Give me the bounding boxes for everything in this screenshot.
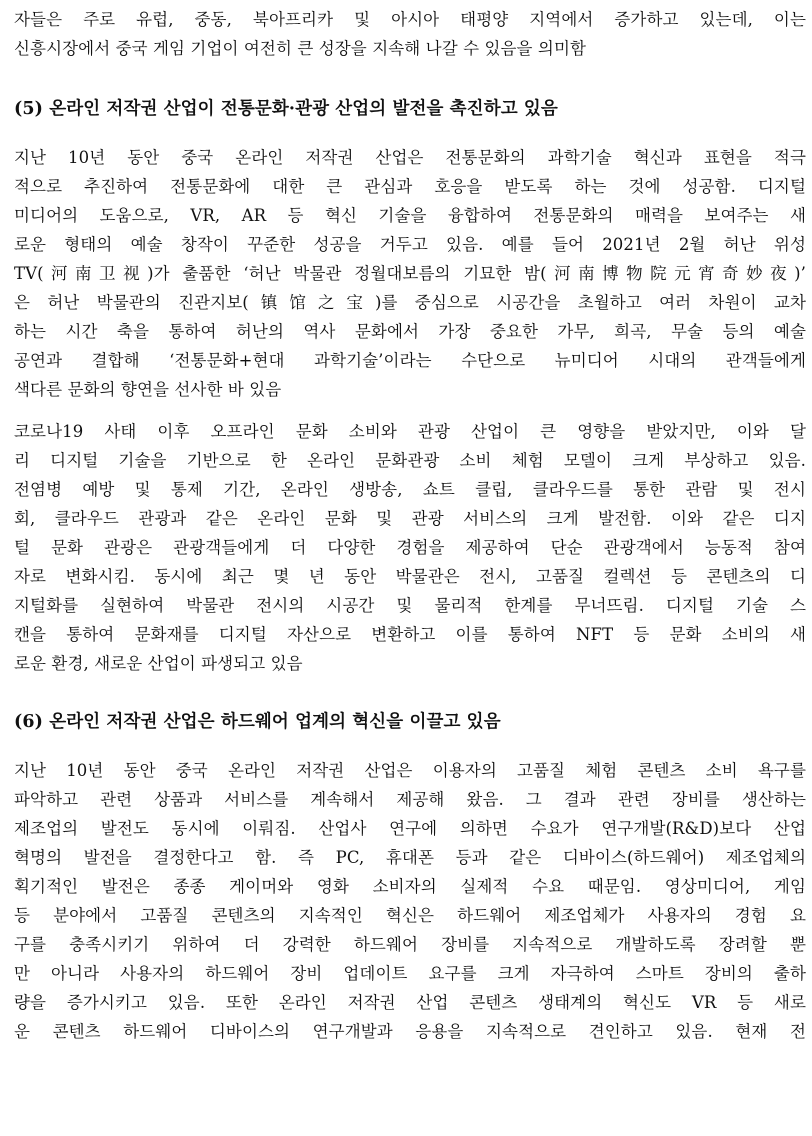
body-line: 털 문화 관광은 관광객들에게 더 다양한 경험을 제공하여 단순 관광객에서 능동적 참여 [14, 538, 806, 557]
body-line: 량을 증가시키고 있음. 또한 온라인 저작권 산업 콘텐츠 생태계의 혁신도 VR 등 새로 [14, 993, 806, 1012]
body-line: 자로 변화시킴. 동시에 최근 몇 년 동안 박물관은 전시, 고품질 컬렉션 등 콘텐츠의 디 [14, 567, 806, 586]
section-heading: (5) 온라인 저작권 산업이 전통문화·관광 산업의 발전을 촉진하고 있음 [14, 99, 558, 119]
section-heading: (6) 온라인 저작권 산업은 하드웨어 업계의 혁신을 이끌고 있음 [14, 712, 501, 732]
body-line: 색다른 문화의 향연을 선사한 바 있음 [14, 380, 282, 399]
body-line: 구를 충족시키기 위하여 더 강력한 하드웨어 장비를 지속적으로 개발하도록 장려할 뿐 [14, 935, 806, 954]
body-line: 로운 형태의 예술 창작이 꾸준한 성공을 거두고 있음. 예를 들어 2021년 2월 허난 위성 [14, 235, 806, 254]
body-line: 공연과 결합해 ‘전통문화+현대 과학기술’이라는 수단으로 뉴미디어 시대의 관객들에게 [14, 351, 806, 370]
body-line: 지털화를 실현하여 박물관 전시의 시공간 및 물리적 한계를 무너뜨림. 디지털 기술 스 [14, 596, 806, 615]
body-line: 운 콘텐츠 하드웨어 디바이스의 연구개발과 응용을 지속적으로 견인하고 있음. 현재 전 [14, 1022, 806, 1041]
body-line: 회, 클라우드 관광과 같은 온라인 문화 및 관광 서비스의 크게 발전함. 이와 같은 디지 [14, 509, 806, 528]
body-line: 미디어의 도움으로, VR, AR 등 혁신 기술을 융합하여 전통문화의 매력을 보여주는 새 [14, 206, 806, 225]
body-line: 지난 10년 동안 중국 온라인 저작권 산업은 전통문화의 과학기술 혁신과 표현을 적극 [14, 148, 806, 167]
body-line: 등 분야에서 고품질 콘텐츠의 지속적인 혁신은 하드웨어 제조업체가 사용자의 경험 요 [14, 906, 806, 925]
body-line: 지난 10년 동안 중국 온라인 저작권 산업은 이용자의 고품질 체험 콘텐츠 소비 욕구를 [14, 761, 806, 780]
body-line: 파악하고 관련 상품과 서비스를 계속해서 제공해 왔음. 그 결과 관련 장비를 생산하는 [14, 790, 806, 809]
body-line: 자들은 주로 유럽, 중동, 북아프리카 및 아시아 태평양 지역에서 증가하고 있는데, 이는 [14, 10, 806, 29]
body-line: 은 허난 박물관의 진관지보(镇馆之宝)를 중심으로 시공간을 초월하고 여러 차원이 교차 [14, 293, 806, 312]
body-line: TV(河南卫视)가 출품한 ‘허난 박물관 정월대보름의 기묘한 밤(河南博物院元宵奇妙夜)’ [14, 264, 806, 283]
body-line: 하는 시간 축을 통하여 허난의 역사 문화에서 가장 중요한 가무, 희곡, 무술 등의 예술 [14, 322, 806, 341]
body-line: 만 아니라 사용자의 하드웨어 장비 업데이트 요구를 크게 자극하여 스마트 장비의 출하 [14, 964, 806, 983]
body-line: 획기적인 발전은 종종 게이머와 영화 소비자의 실제적 수요 때문임. 영상미디어, 게임 [14, 877, 806, 896]
body-line: 제조업의 발전도 동시에 이뤄짐. 산업사 연구에 의하면 수요가 연구개발(R&D)보다 산업 [14, 819, 806, 838]
body-line: 전염병 예방 및 통제 기간, 온라인 생방송, 쇼트 클립, 클라우드를 통한 관람 및 전시 [14, 480, 806, 499]
body-line: 캔을 통하여 문화재를 디지털 자산으로 변환하고 이를 통하여 NFT 등 문화 소비의 새 [14, 625, 806, 644]
body-line: 로운 환경, 새로운 산업이 파생되고 있음 [14, 654, 303, 673]
body-line: 리 디지털 기술을 기반으로 한 온라인 문화관광 소비 체험 모델이 크게 부상하고 있음. [14, 451, 806, 470]
body-line: 혁명의 발전을 결정한다고 함. 즉 PC, 휴대폰 등과 같은 디바이스(하드웨어) 제조업체의 [14, 848, 806, 867]
body-line: 신흥시장에서 중국 게임 기업이 여전히 큰 성장을 지속해 나갈 수 있음을 의미함 [14, 39, 587, 58]
body-line: 적으로 추진하여 전통문화에 대한 큰 관심과 호응을 받도록 하는 것에 성공함. 디지털 [14, 177, 806, 196]
body-line: 코로나19 사태 이후 오프라인 문화 소비와 관광 산업이 큰 영향을 받았지만, 이와 달 [14, 422, 806, 441]
